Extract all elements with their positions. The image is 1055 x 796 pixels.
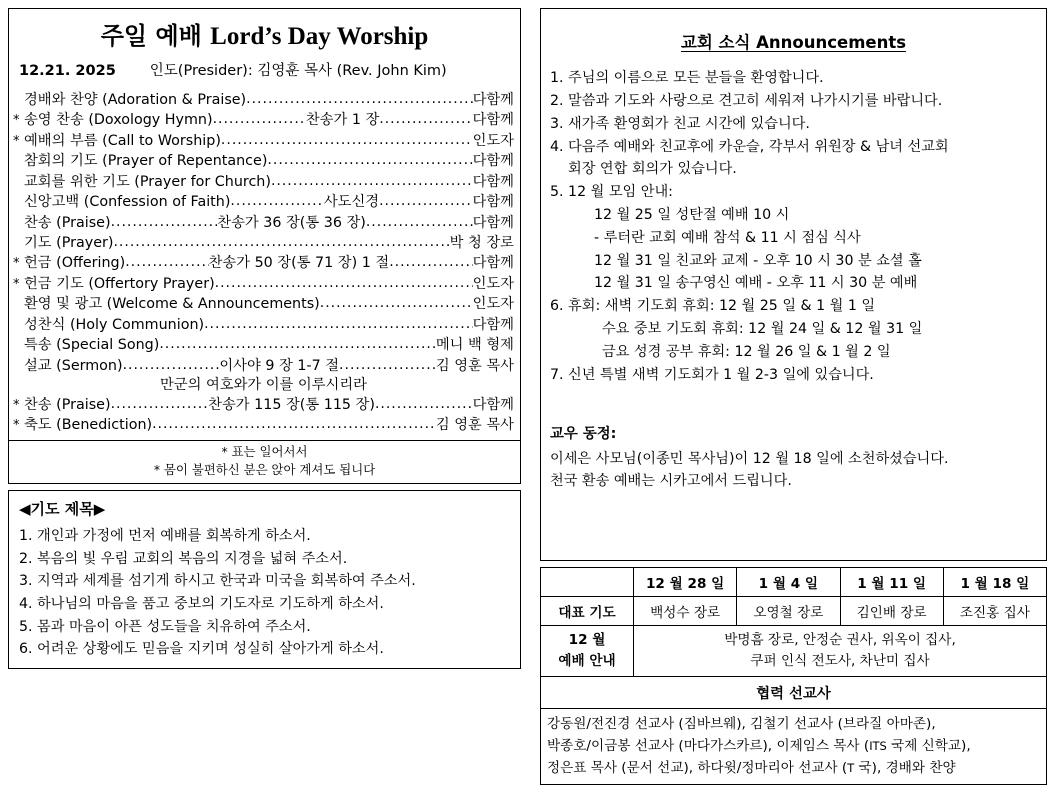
prayer-topic-item: 1. 개인과 가정에 먼저 예배를 회복하게 하소서.	[19, 528, 311, 545]
dot-leader	[152, 417, 436, 431]
worship-item-name: 교회를 위한 기도 (Prayer for Church)	[24, 173, 271, 190]
date-header-3: 1 월 18 일	[943, 568, 1046, 597]
worship-order-list	[9, 90, 520, 440]
worship-item-assignee: 박 청 장로	[449, 234, 514, 251]
worship-item-assignee: 다함께	[472, 153, 514, 170]
usher-names-line2: 쿠퍼 인식 전도사, 차난미 집사	[750, 653, 930, 670]
prayer-topic-item: 6. 어려운 상황에도 믿음을 지키며 성실히 살아가게 하소서.	[19, 641, 384, 658]
worship-title-english: Lord’s Day Worship	[210, 23, 429, 50]
worship-order-item	[13, 335, 514, 355]
announcement-item: 2. 말씀과 기도와 사랑으로 견고히 세워져 나가시기를 바랍니다.	[550, 93, 943, 110]
missionary-names-cell	[541, 709, 1047, 785]
worship-item-detail: 사도신경	[323, 194, 380, 211]
worship-item-name: 성찬식 (Holy Communion)	[24, 316, 205, 333]
worship-item-assignee: 다함께	[472, 316, 514, 333]
worship-item-detail: 찬송가 36 장(통 36 장)	[217, 214, 366, 231]
prayer-name-0: 백성수 장로	[634, 597, 737, 626]
prayer-name-3: 조진홍 집사	[943, 597, 1046, 626]
spacer	[550, 386, 1037, 420]
dot-leader	[379, 112, 472, 126]
dot-leader	[375, 397, 473, 411]
worship-order-item	[13, 130, 514, 150]
dot-leader	[204, 317, 472, 331]
usher-label-line2: 예배 안내	[558, 653, 616, 670]
worship-item-detail: 찬송가 50 장(통 71 장) 1 절	[208, 255, 390, 272]
prayer-topic-item: 5. 몸과 마음이 아픈 성도들을 치유하여 주소서.	[19, 618, 311, 635]
usher-names-cell	[634, 626, 1047, 677]
worship-item-detail: 찬송가 1 장	[305, 112, 380, 129]
worship-item-assignee: 다함께	[472, 194, 514, 211]
dot-leader	[159, 337, 436, 351]
dot-leader	[111, 215, 218, 229]
usher-names-line1: 박명흠 장로, 안정순 권사, 위옥이 집사,	[724, 632, 956, 648]
dot-leader	[320, 296, 473, 310]
worship-order-item	[13, 110, 514, 130]
prayer-row-label: 대표 기도	[541, 597, 634, 626]
standing-asterisk: *	[13, 397, 20, 413]
standing-note: * 표는 일어서서	[221, 444, 308, 460]
dot-leader	[123, 358, 220, 372]
member-news-line: 이세은 사모님(이종민 목사님)이 12 월 18 일에 소천하셨습니다.	[550, 451, 949, 468]
worship-item-name: 환영 및 광고 (Welcome & Announcements)	[24, 296, 320, 313]
page-title	[9, 9, 520, 57]
announcement-item: 12 월 31 일 친교와 교제 - 오후 10 시 30 분 쇼셜 홀	[594, 252, 922, 269]
prayer-topics-list	[19, 525, 510, 660]
date-header-0: 12 월 28 일	[634, 568, 737, 597]
dot-leader	[125, 255, 208, 269]
worship-item-name: 헌금 기도 (Offertory Prayer)	[24, 275, 215, 292]
dot-leader	[366, 215, 473, 229]
worship-item-assignee: 다함께	[472, 255, 514, 272]
worship-item-assignee: 김 영훈 목사	[435, 417, 514, 434]
worship-order-item	[13, 315, 514, 335]
worship-order-item	[13, 192, 514, 212]
usher-label-line1: 12 월	[568, 632, 606, 648]
worship-item-name: 송영 찬송 (Doxology Hymn)	[24, 112, 213, 129]
worship-order-item	[13, 90, 514, 110]
sermon-subtitle: 만군의 여호와가 이를 이루시리라	[160, 377, 367, 394]
worship-order-item	[13, 171, 514, 191]
prayer-topic-item: 4. 하나님의 마음을 품고 중보의 기도자로 기도하게 하소서.	[19, 595, 384, 612]
worship-order-item	[13, 212, 514, 232]
announcement-item: 5. 12 월 모임 안내:	[550, 184, 673, 201]
worship-item-name: 찬송 (Praise)	[24, 214, 111, 231]
standing-note: * 몸이 불편하신 분은 앉아 계셔도 됩니다	[153, 461, 376, 477]
standing-asterisk: *	[13, 133, 20, 149]
dot-leader	[267, 153, 472, 167]
worship-item-assignee: 김 영훈 목사	[435, 357, 514, 374]
member-news-heading: 교우 동정:	[550, 426, 617, 443]
worship-item-name: 신앙고백 (Confession of Faith)	[24, 194, 231, 211]
service-date: 12.21. 2025	[19, 62, 116, 79]
schedule-table	[540, 567, 1047, 785]
prayer-topics-box	[8, 490, 521, 669]
announcement-item: 1. 주님의 이름으로 모든 분들을 환영합니다.	[550, 70, 824, 87]
announcement-item: 7. 신년 특별 새벽 기도회가 1 월 2-3 일에 있습니다.	[550, 366, 874, 383]
worship-item-name: 예배의 부름 (Call to Worship)	[24, 132, 221, 149]
worship-item-assignee: 다함께	[472, 173, 514, 190]
empty-corner-cell	[541, 568, 634, 597]
announcements-title: 교회 소식 Announcements	[680, 33, 907, 52]
worship-item-name: 축도 (Benediction)	[24, 417, 153, 434]
worship-item-name: 특송 (Special Song)	[24, 337, 160, 354]
announcement-item: 4. 다음주 예배와 친교후에 카운슬, 각부서 위원장 & 남녀 선교회	[550, 138, 949, 155]
table-row-prayer-leaders	[541, 597, 1047, 626]
missionary-section-title: 협력 선교사	[541, 677, 1047, 709]
announcement-item: 회장 연합 회의가 있습니다.	[568, 161, 737, 178]
worship-order-item	[13, 151, 514, 171]
standing-asterisk: *	[13, 113, 20, 129]
worship-order-item	[13, 253, 514, 273]
dot-leader	[113, 235, 449, 249]
announcement-item: 3. 새가족 환영회가 친교 시간에 있습니다.	[550, 115, 810, 132]
dot-leader	[230, 194, 323, 208]
dot-leader	[221, 133, 473, 147]
announcements-box	[540, 8, 1047, 561]
announcement-item: - 루터란 교회 예배 참석 & 11 시 점심 식사	[594, 229, 861, 246]
missionary-line: 정은표 목사 (문서 선교), 하다윗/정마리아 선교사 (T 국), 경배와 찬양	[547, 760, 956, 777]
dot-leader	[215, 276, 473, 290]
worship-item-detail: 찬송가 115 장(통 115 장)	[208, 396, 375, 413]
worship-order-item	[13, 233, 514, 253]
service-date-row	[9, 57, 520, 90]
dot-leader	[111, 397, 209, 411]
prayer-topic-item: 3. 지역과 세계를 섬기게 하시고 한국과 미국을 회복하여 주소서.	[19, 573, 416, 590]
missionary-line: 강동원/전진경 선교사 (짐바브웨), 김철기 선교사 (브라질 아마존),	[547, 716, 936, 733]
standing-notes	[9, 440, 520, 483]
worship-item-assignee: 다함께	[472, 396, 514, 413]
worship-item-name: 경배와 찬양 (Adoration & Praise)	[24, 91, 247, 108]
worship-item-name: 설교 (Sermon)	[24, 357, 123, 374]
worship-item-assignee: 인도자	[472, 132, 514, 149]
table-row-dates	[541, 568, 1047, 597]
worship-item-assignee: 인도자	[472, 296, 514, 313]
announcement-item: 수요 중보 기도회 휴회: 12 월 24 일 & 12 월 31 일	[602, 321, 923, 338]
missionary-line: 박종호/이금봉 선교사 (마다가스카르), 이제임스 목사 (ITS 국제 신학교),	[547, 738, 971, 755]
worship-order-item	[13, 356, 514, 376]
dot-leader	[339, 358, 436, 372]
table-row-ushers	[541, 626, 1047, 677]
standing-asterisk: *	[13, 256, 20, 272]
worship-item-detail: 이사야 9 장 1-7 절	[219, 357, 340, 374]
worship-order-item	[13, 395, 514, 415]
dot-leader	[379, 194, 472, 208]
dot-leader	[389, 255, 472, 269]
worship-item-name: 헌금 (Offering)	[24, 255, 126, 272]
prayer-topic-item: 2. 복음의 빛 우림 교회의 복음의 지경을 넓혀 주소서.	[19, 550, 348, 567]
presider-label: 인도(Presider): 김영훈 목사 (Rev. John Kim)	[149, 62, 447, 79]
prayer-name-2: 김인배 장로	[840, 597, 943, 626]
table-row-missionary-title	[541, 677, 1047, 709]
member-news-line: 천국 환송 예배는 시카고에서 드립니다.	[550, 473, 792, 490]
worship-item-name: 찬송 (Praise)	[24, 396, 111, 413]
announcement-item: 6. 휴회: 새벽 기도회 휴회: 12 월 25 일 & 1 월 1 일	[550, 298, 876, 315]
prayer-topics-heading: ◀기도 제목▶	[19, 500, 106, 519]
worship-order-item	[13, 274, 514, 294]
worship-item-name: 기도 (Prayer)	[24, 234, 114, 251]
worship-order-item	[13, 415, 514, 435]
right-column	[529, 0, 1055, 796]
worship-item-assignee: 메니 백 형제	[435, 337, 514, 354]
worship-item-assignee: 인도자	[472, 275, 514, 292]
worship-item-name: 참회의 기도 (Prayer of Repentance)	[24, 153, 268, 170]
dot-leader	[246, 92, 472, 106]
announcement-item: 금요 성경 공부 휴회: 12 월 26 일 & 1 월 2 일	[602, 343, 891, 360]
announcement-item: 12 월 31 일 송구영신 예배 - 오후 11 시 30 분 예배	[594, 275, 918, 292]
table-row-missionary-list	[541, 709, 1047, 785]
prayer-name-1: 오영철 장로	[737, 597, 840, 626]
worship-order-item	[13, 294, 514, 314]
date-header-1: 1 월 4 일	[737, 568, 840, 597]
worship-item-assignee: 다함께	[472, 91, 514, 108]
dot-leader	[271, 174, 473, 188]
worship-item-assignee: 다함께	[472, 112, 514, 129]
worship-order-box	[8, 8, 521, 484]
member-news-list	[550, 448, 1037, 492]
standing-asterisk: *	[13, 418, 20, 434]
announcements-list	[550, 67, 1037, 386]
worship-title-korean: 주일 예배	[100, 22, 202, 50]
dot-leader	[213, 112, 306, 126]
standing-asterisk: *	[13, 276, 20, 292]
usher-row-label	[541, 626, 634, 677]
date-header-2: 1 월 11 일	[840, 568, 943, 597]
announcement-item: 12 월 25 일 성탄절 예배 10 시	[594, 207, 790, 224]
worship-item-assignee: 다함께	[472, 214, 514, 231]
